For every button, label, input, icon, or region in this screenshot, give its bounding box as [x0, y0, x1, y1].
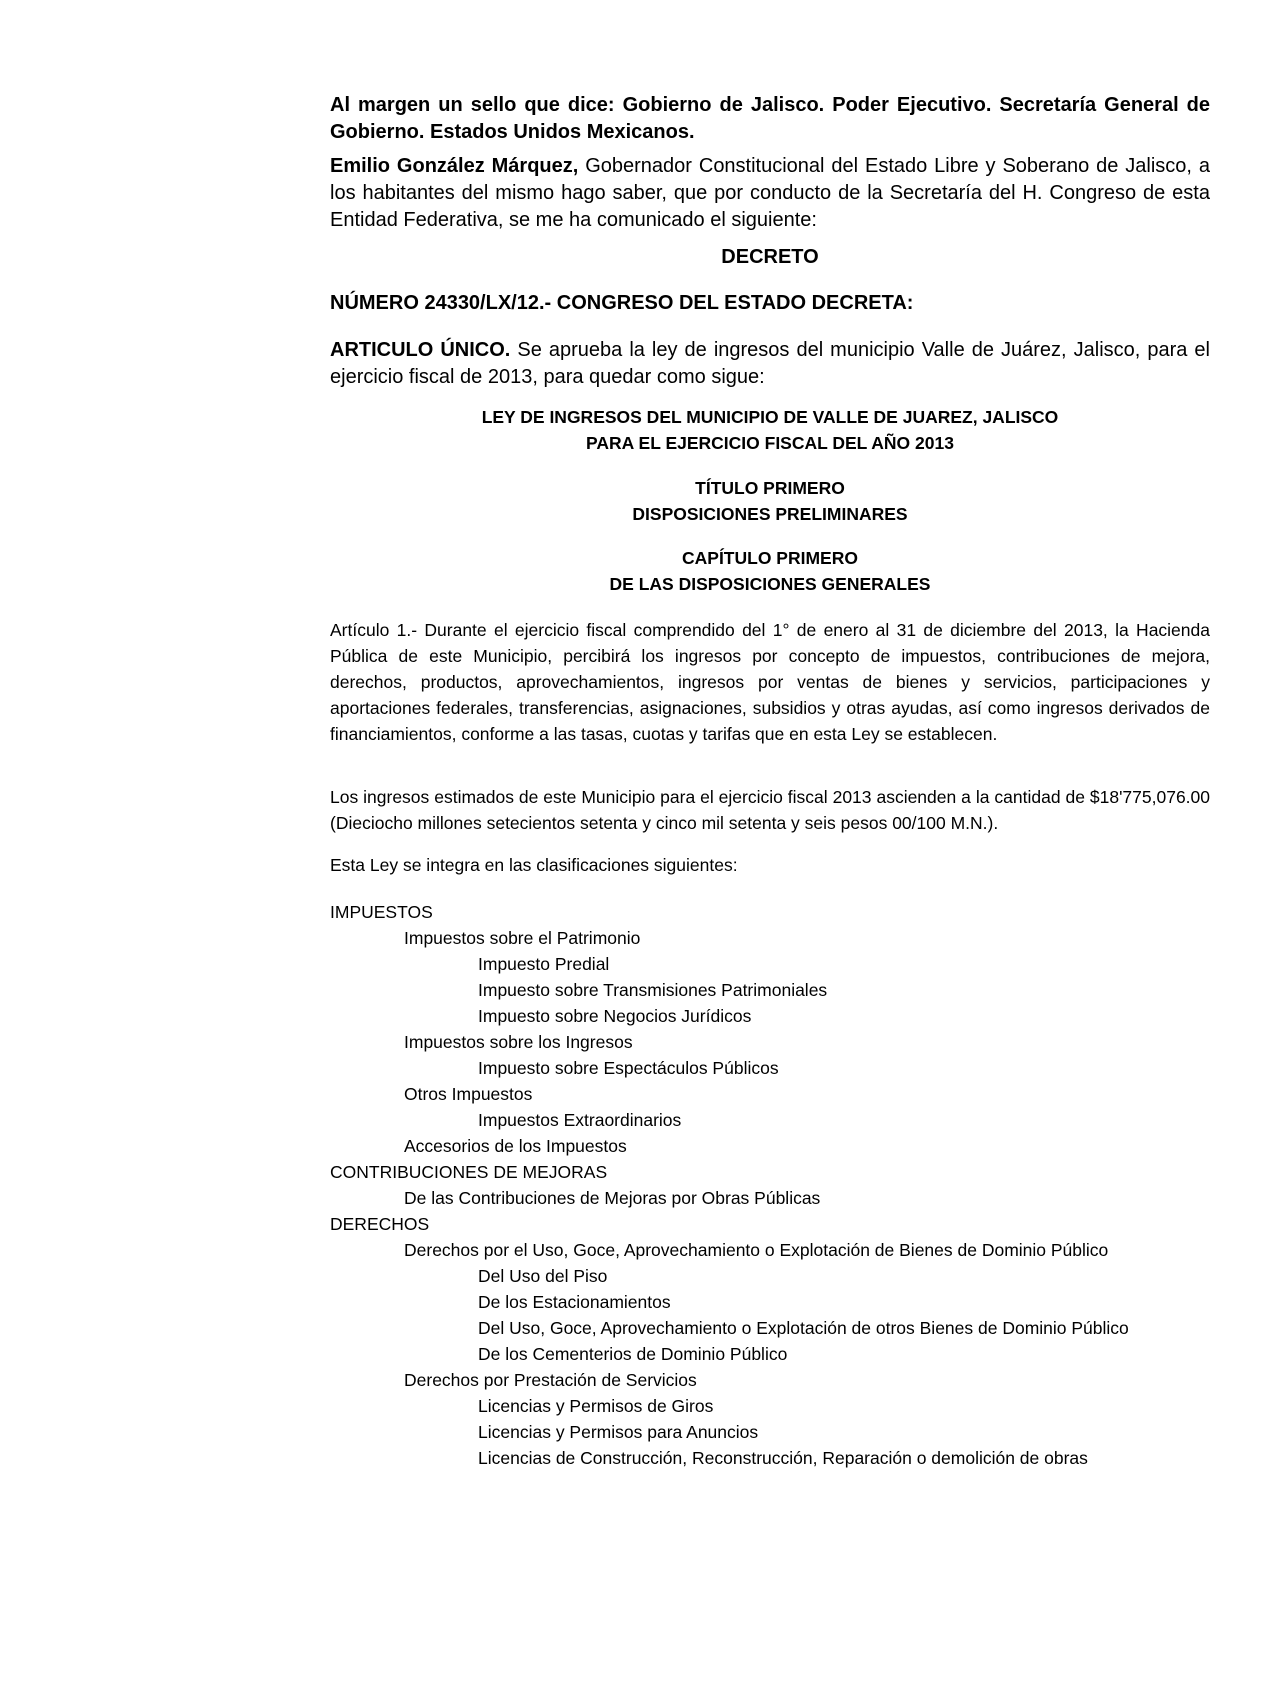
capitulo-line1: CAPÍTULO PRIMERO — [682, 548, 858, 568]
intro-paragraph — [330, 153, 1210, 234]
classification-item: CONTRIBUCIONES DE MEJORAS — [330, 1162, 608, 1182]
intro-text: Gobernador Constitucional del Estado Libre y Soberano de Jalisco, a los habitantes del mismo hago saber, que por conducto de la Secretaría del H. Congreso de esta Entidad Federativa, se me ha comunicado el siguiente: — [330, 155, 1210, 231]
classification-item: Licencias y Permisos para Anuncios — [478, 1422, 759, 1442]
titulo-heading — [330, 475, 1210, 527]
titulo-line2: DISPOSICIONES PRELIMINARES — [632, 504, 908, 524]
classification-item: Del Uso, Goce, Aprovechamiento o Explotación de otros Bienes de Dominio Público — [478, 1318, 1129, 1338]
articulo-unico-text: Se aprueba la ley de ingresos del municipio Valle de Juárez, Jalisco, para el ejercicio fiscal de 2013, para quedar como sigue: — [330, 339, 1210, 388]
law-title-line2: PARA EL EJERCICIO FISCAL DEL AÑO 2013 — [586, 433, 954, 453]
classification-item: De los Estacionamientos — [478, 1292, 671, 1312]
clasificaciones-intro: Esta Ley se integra en las clasificaciones siguientes: — [330, 855, 738, 875]
classification-item: IMPUESTOS — [330, 902, 433, 922]
law-title — [330, 404, 1210, 456]
classification-item: Impuestos sobre el Patrimonio — [404, 928, 641, 948]
classification-item: Impuesto sobre Espectáculos Públicos — [478, 1058, 779, 1078]
articulo1-paragraph: Artículo 1.- Durante el ejercicio fiscal comprendido del 1° de enero al 31 de diciembre del 2013, la Hacienda Pública de este Municipio, percibirá los ingresos por concepto de impuestos, contribuciones de mejora, derechos, productos, aprovechamientos, ingresos por ventas de bienes y servicios, participaciones y aportaciones federales, transferencias, asignaciones, subsidios y otras ayudas, así como ingresos derivados de financiamientos, conforme a las tasas, cuotas y tarifas que en esta Ley se establecen. — [330, 620, 1210, 744]
classification-item: De las Contribuciones de Mejoras por Obras Públicas — [404, 1188, 821, 1208]
classification-item: Del Uso del Piso — [478, 1266, 608, 1286]
decree-number: NÚMERO 24330/LX/12.- CONGRESO DEL ESTADO DECRETA: — [330, 292, 914, 314]
classification-item: Impuestos sobre los Ingresos — [404, 1032, 633, 1052]
classification-item: Otros Impuestos — [404, 1084, 533, 1104]
capitulo-line2: DE LAS DISPOSICIONES GENERALES — [609, 574, 931, 594]
titulo-line1: TÍTULO PRIMERO — [695, 478, 845, 498]
classification-item: Derechos por el Uso, Goce, Aprovechamiento o Explotación de Bienes de Dominio Público — [404, 1240, 1109, 1260]
decree-heading: DECRETO — [721, 246, 819, 268]
classification-item: Impuesto Predial — [478, 954, 610, 974]
governor-name: Emilio González Márquez, — [330, 155, 579, 177]
ingresos-estimados-paragraph: Los ingresos estimados de este Municipio para el ejercicio fiscal 2013 ascienden a la cantidad de $18'775,076.00 (Dieciocho millones setecientos setenta y cinco mil setenta y seis pesos 00/100 M.N.). — [330, 787, 1210, 833]
seal-paragraph: Al margen un sello que dice: Gobierno de Jalisco. Poder Ejecutivo. Secretaría General de Gobierno. Estados Unidos Mexicanos. — [330, 94, 1210, 143]
classification-list — [330, 899, 1210, 1471]
classification-item: Licencias y Permisos de Giros — [478, 1396, 714, 1416]
capitulo-heading — [330, 545, 1210, 597]
classification-item: Impuesto sobre Negocios Jurídicos — [478, 1006, 752, 1026]
classification-item: Licencias de Construcción, Reconstrucción, Reparación o demolición de obras — [478, 1448, 1088, 1468]
classification-item: Impuestos Extraordinarios — [478, 1110, 682, 1130]
classification-item: DERECHOS — [330, 1214, 430, 1234]
classification-item: De los Cementerios de Dominio Público — [478, 1344, 788, 1364]
classification-item: Accesorios de los Impuestos — [404, 1136, 627, 1156]
classification-item: Impuesto sobre Transmisiones Patrimoniales — [478, 980, 828, 1000]
classification-item: Derechos por Prestación de Servicios — [404, 1370, 697, 1390]
articulo-unico-label: ARTICULO ÚNICO. — [330, 339, 511, 361]
articulo-unico-paragraph — [330, 337, 1210, 391]
law-title-line1: LEY DE INGRESOS DEL MUNICIPIO DE VALLE DE JUAREZ, JALISCO — [481, 407, 1059, 427]
